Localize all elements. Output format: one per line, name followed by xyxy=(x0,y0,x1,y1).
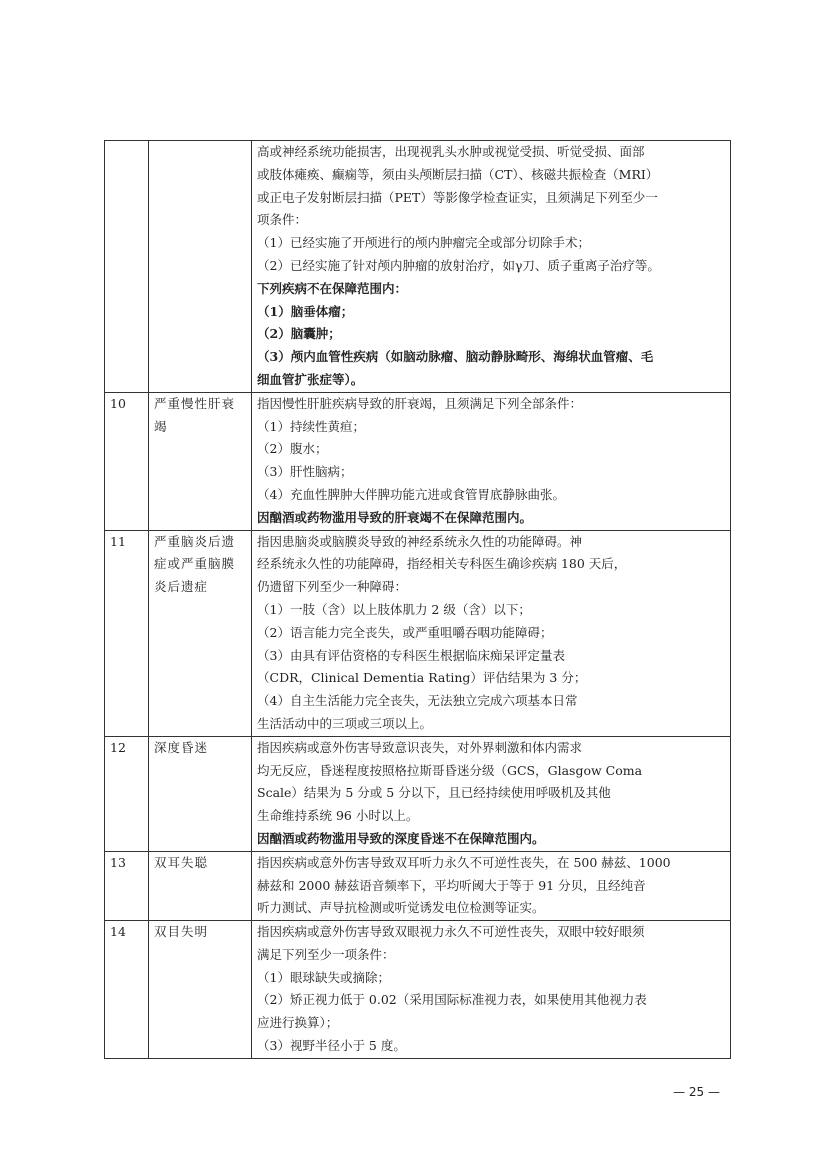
row-number: 11 xyxy=(105,530,149,736)
definition-line: 生活活动中的三项或三项以上。 xyxy=(257,715,433,731)
definition-line: 仍遗留下列至少一种障碍： xyxy=(257,579,408,595)
definition-line: （3）肝性脑病； xyxy=(257,464,353,480)
definition-line: 指因疾病或意外伤害导致双耳听力永久不可逆性丧失，在 500 赫兹、1000 xyxy=(257,854,671,870)
definition-line: 或肢体瘫痪、癫痫等，须由头颅断层扫描（CT）、核磁共振检查（MRI） xyxy=(257,166,659,182)
definition-line: （1）已经实施了开颅进行的颅内肿瘤完全或部分切除手术； xyxy=(257,235,590,251)
definition-line: 赫兹和 2000 赫兹语音频率下，平均听阈大于等于 91 分贝，且经纯音 xyxy=(257,877,646,893)
definition-line: （3）视野半径小于 5 度。 xyxy=(257,1038,406,1054)
disease-definition xyxy=(252,851,731,920)
table-row xyxy=(105,141,731,393)
definition-line: （CDR，Clinical Dementia Rating）评估结果为 3 分； xyxy=(257,670,587,686)
definition-line: 生命维持系统 96 小时以上。 xyxy=(257,808,419,824)
definition-line: （2）已经实施了针对颅内肿瘤的放射治疗，如γ刀、质子重离子治疗等。 xyxy=(257,257,660,273)
disease-name-line: 双耳失聪 xyxy=(154,854,209,870)
definition-line: （2）腹水； xyxy=(257,441,328,457)
definition-line: 指因疾病或意外伤害导致双眼视力永久不可逆性丧失，双眼中较好眼须 xyxy=(257,924,645,940)
disease-name xyxy=(149,141,252,393)
definition-line: Scale）结果为 5 分或 5 分以下，且已经持续使用呼吸机及其他 xyxy=(257,785,611,801)
row-number: 10 xyxy=(105,392,149,530)
definition-line: 指因慢性肝脏疾病导致的肝衰竭，且须满足下列全部条件： xyxy=(257,395,583,411)
definition-line: （1）一肢（含）以上肢体肌力 2 级（含）以下； xyxy=(257,601,531,617)
disease-name-line: 双目失明 xyxy=(154,924,209,940)
definition-line: （2）矫正视力低于 0.02（采用国际标准视力表，如果使用其他视力表 xyxy=(257,992,647,1008)
disease-name xyxy=(149,392,252,530)
table-row xyxy=(105,736,731,851)
disease-definition xyxy=(252,392,731,530)
definition-line: 高或神经系统功能损害，出现视乳头水肿或视觉受损、听觉受损、面部 xyxy=(257,144,645,159)
disease-name-line: 症或严重脑膜 xyxy=(154,556,236,572)
row-number: 12 xyxy=(105,736,149,851)
definition-line: （4）充血性脾肿大伴脾功能亢进或食管胃底静脉曲张。 xyxy=(257,486,565,502)
disease-definition xyxy=(252,736,731,851)
definition-line: 或正电子发射断层扫描（PET）等影像学检查证实，且须满足下列至少一 xyxy=(257,189,658,205)
exclusion-line: 因酗酒或药物滥用导致的肝衰竭不在保障范围内。 xyxy=(257,509,533,525)
definition-line: 均无反应，昏迷程度按照格拉斯哥昏迷分级（GCS，Glasgow Coma xyxy=(257,762,643,778)
exclusion-line: 细血管扩张症等）。 xyxy=(257,371,364,387)
definition-line: （1）持续性黄疸； xyxy=(257,418,365,434)
definition-line: （3）由具有评估资格的专科医生根据临床痴呆评定量表 xyxy=(257,647,565,663)
definition-line: （1）眼球缺失或摘除； xyxy=(257,969,390,985)
exclusion-line: （2）脑囊肿； xyxy=(257,326,341,342)
definition-line: 项条件： xyxy=(257,212,308,228)
table-row xyxy=(105,392,731,530)
definition-line: 指因疾病或意外伤害导致意识丧失，对外界刺激和体内需求 xyxy=(257,739,583,755)
disease-name-line: 严重慢性肝衰 xyxy=(154,395,236,411)
page-number: — 25 — xyxy=(673,1085,720,1099)
disease-name-line: 严重脑炎后遗 xyxy=(154,533,236,549)
row-number: 14 xyxy=(105,921,149,1059)
disease-name xyxy=(149,921,252,1059)
definition-line: 经系统永久性的功能障碍，指经相关专科医生确诊疾病 180 天后， xyxy=(257,556,627,572)
definition-line: 应进行换算）； xyxy=(257,1015,339,1031)
row-number xyxy=(105,141,149,393)
disease-definition-table xyxy=(104,140,731,1059)
exclusion-line: 下列疾病不在保障范围内： xyxy=(257,280,408,296)
disease-name xyxy=(149,851,252,920)
table-row xyxy=(105,530,731,736)
disease-name xyxy=(149,736,252,851)
exclusion-line: （3）颅内血管性疾病（如脑动脉瘤、脑动静脉畸形、海绵状血管瘤、毛 xyxy=(257,349,654,365)
disease-definition xyxy=(252,921,731,1059)
disease-name-line: 竭 xyxy=(154,418,168,434)
disease-definition xyxy=(252,141,731,393)
definition-line: 指因患脑炎或脑膜炎导致的神经系统永久性的功能障碍。神 xyxy=(257,533,583,549)
disease-name-line: 炎后遗症 xyxy=(154,579,209,595)
definition-line: （4）自主生活能力完全丧失，无法独立完成六项基本日常 xyxy=(257,693,578,709)
table-row xyxy=(105,851,731,920)
row-number: 13 xyxy=(105,851,149,920)
exclusion-line: （1）脑垂体瘤； xyxy=(257,303,354,319)
disease-name xyxy=(149,530,252,736)
disease-definition xyxy=(252,530,731,736)
definition-line: 听力测试、声导抗检测或听觉诱发电位检测等证实。 xyxy=(257,900,545,916)
exclusion-line: 因酗酒或药物滥用导致的深度昏迷不在保障范围内。 xyxy=(257,830,545,846)
disease-name-line: 深度昏迷 xyxy=(154,739,209,755)
definition-line: （2）语言能力完全丧失，或严重咀嚼吞咽功能障碍； xyxy=(257,624,553,640)
definition-line: 满足下列至少一项条件： xyxy=(257,946,395,962)
table-row xyxy=(105,921,731,1059)
